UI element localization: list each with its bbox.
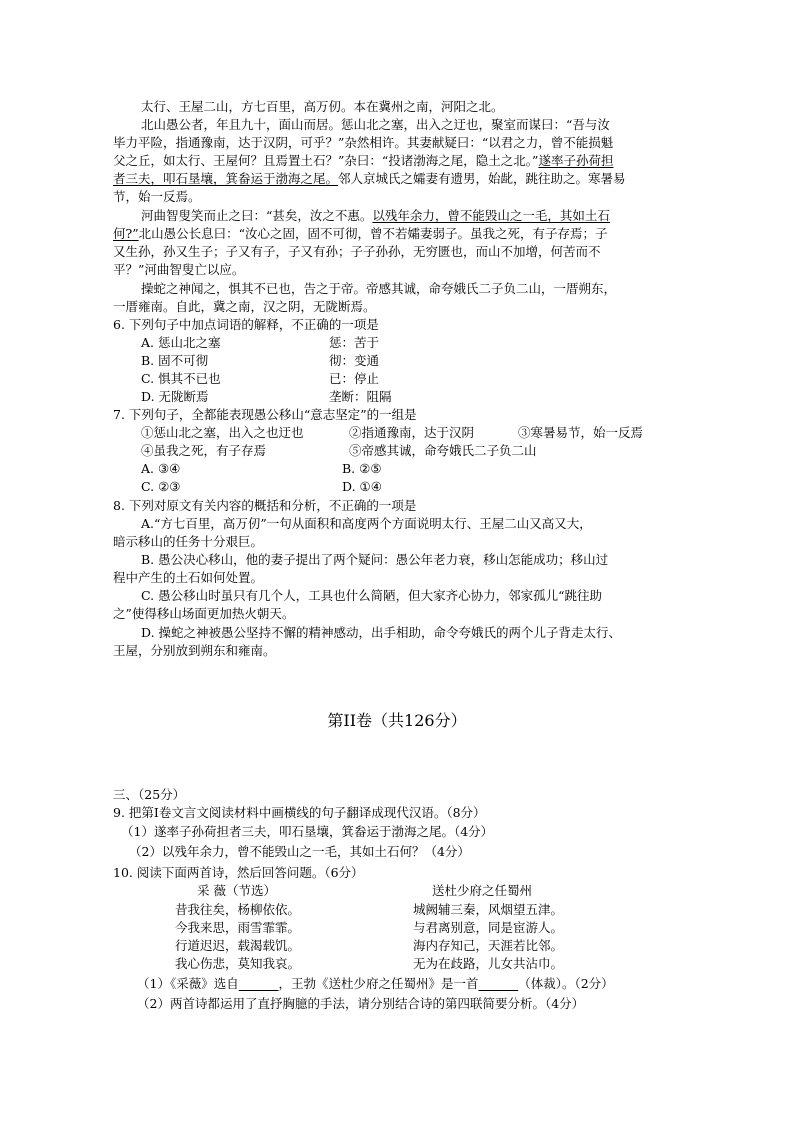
question-6-stem: 6. 下列句子中加点词语的解释，不正确的一项是 <box>113 317 379 332</box>
passage-line: 操蛇之神闻之，惧其不已也，告之于帝。帝感其诚，命夸娥氏二子负二山，一厝朔东， <box>141 281 617 296</box>
q8-option-d-cont: 王屋，分别放到朔东和雍南。 <box>113 643 276 658</box>
q8-option-b-cont: 程中产生的土石如何处置。 <box>113 570 264 585</box>
q7-item-2: ②指通豫南，达于汉阴 <box>349 425 475 440</box>
passage-line: 节，始一反焉。 <box>113 189 201 204</box>
q9-sub-2: （2）以残年余力，曾不能毁山之一毛，其如土石何？（4分） <box>129 844 470 859</box>
passage-line: 北山愚公者，年且九十，面山而居。惩山北之塞，出入之迂也，聚室而谋曰：“吾与汝 <box>141 117 610 132</box>
question-8-stem: 8. 下列对原文有关内容的概括和分析，不正确的一项是 <box>113 498 417 513</box>
q6-option-c-gloss: 已：停止 <box>329 371 380 386</box>
section-title: 第II卷（共126分） <box>327 711 467 730</box>
passage-line: 平？”河曲智叟亡以应。 <box>113 262 245 277</box>
answer-blank-2[interactable] <box>478 976 518 991</box>
passage-text: 邻人京城氏之孀妻有遗男，始龀，跳往助之。寒暑易 <box>338 171 626 186</box>
passage-text: 父之丘，如太行、王屋何？且焉置土石？”杂曰：“投诸渤海之尾，隐土之北。” <box>113 153 539 168</box>
q10-sub-1-text: ，王勃《送杜少府之任蜀州》是一首 <box>278 976 479 991</box>
q6-option-b: B. 固不可彻 <box>141 353 209 368</box>
underlined-sentence-2: 以残年余力，曾不能毁山之一毛，其如土石 <box>372 208 610 223</box>
q8-option-c: C. 愚公移山时虽只有几个人，工具也什么简陋，但大家齐心协力，邻家孤儿“跳往助 <box>141 588 602 603</box>
q6-option-b-gloss: 彻：变通 <box>329 353 380 368</box>
passage-paragraph-1: 太行、王屋二山，方七百里，高万仞。本在冀州之南，河阳之北。 <box>141 99 504 114</box>
passage-line <box>113 170 626 187</box>
question-9-stem: 9. 把第I卷文言文阅读材料中画横线的句子翻译成现代汉语。（8分） <box>113 805 486 820</box>
poem-2-line: 海内存知己，天涯若比邻。 <box>413 938 564 953</box>
q7-item-5: ⑤帝感其诚，命夸娥氏二子负二山 <box>349 443 537 458</box>
q8-option-b: B. 愚公决心移山，他的妻子提出了两个疑问：愚公年老力衰，移山怎能成功；移山过 <box>141 552 609 567</box>
passage-line <box>113 225 608 242</box>
q8-option-c-cont: 之”使得移山场面更加热火朝天。 <box>113 606 295 621</box>
q8-option-a-cont: 暗示移山的任务十分艰巨。 <box>113 534 264 549</box>
question-7-stem: 7. 下列句子，全都能表现愚公移山“意志坚定”的一组是 <box>113 407 417 422</box>
q7-option-b: B. ②⑤ <box>342 461 382 476</box>
passage-text: 北山愚公长息曰：“汝心之固，固不可彻，曾不若孀妻弱子。虽我之死，有子存焉；子 <box>138 226 608 241</box>
part-3-heading: 三、（25分） <box>113 787 186 802</box>
passage-line <box>113 152 613 169</box>
q8-option-a: A.“方七百里，高万仞”一句从面积和高度两个方面说明太行、王屋二山又高又大， <box>141 516 592 531</box>
poem-2-line: 城阙辅三秦，风烟望五津。 <box>413 902 564 917</box>
q7-item-3: ③寒暑易节，始一反焉 <box>518 425 644 440</box>
passage-line: 又生孙，孙又生子；子又有子，子又有孙；子子孙孙，无穷匮也，而山不加增，何苦而不 <box>113 244 601 259</box>
question-10-stem: 10. 阅读下面两首诗，然后回答问题。（6分） <box>113 865 364 880</box>
q6-option-d: D. 无陇断焉 <box>141 389 209 404</box>
poem-1-title: 采 薇（节选） <box>197 883 276 898</box>
underlined-sentence-1: 遂率子孙荷担 <box>538 153 614 168</box>
q10-sub-1 <box>137 975 614 992</box>
poem-1-line: 今我来思，雨雪霏霏。 <box>175 920 301 935</box>
q7-option-c: C. ②③ <box>141 479 181 494</box>
passage-line: 一厝雍南。自此，冀之南，汉之阴，无陇断焉。 <box>113 299 376 314</box>
q7-item-1: ①惩山北之塞，出入之也迂也 <box>141 425 304 440</box>
q9-sub-1: （1）遂率子孙荷担者三夫，叩石垦壤，箕畚运于渤海之尾。（4分） <box>121 824 494 839</box>
q10-sub-2: （2）两首诗都运用了直抒胸臆的手法，请分别结合诗的第四联简要分析。（4分） <box>137 996 585 1011</box>
passage-line <box>141 207 610 224</box>
poem-1-line: 昔我往矣，杨柳依依。 <box>175 902 301 917</box>
passage-line: 毕力平险，指通豫南，达于汉阴，可乎？”杂然相许。其妻献疑曰：“以君之力，曾不能损魁 <box>113 135 614 150</box>
poem-2-line: 与君离别意，同是宦游人。 <box>413 920 564 935</box>
q8-option-d: D. 操蛇之神被愚公坚持不懈的精神感动，出手相助，命令夸娥氏的两个儿子背走太行、 <box>141 625 622 640</box>
poem-1-line: 我心伤悲，莫知我哀。 <box>175 956 301 971</box>
q10-sub-1-text: （体裁）。（2分） <box>518 976 614 991</box>
answer-blank-1[interactable] <box>239 976 279 991</box>
q7-option-d: D. ①④ <box>342 479 382 494</box>
underlined-sentence-2-cont: 何?” <box>113 226 139 241</box>
q6-option-a: A. 惩山北之塞 <box>141 335 221 350</box>
poem-2-title: 送杜少府之任蜀州 <box>432 883 533 898</box>
underlined-sentence-1-cont: 者三夫，叩石垦壤，箕畚运于渤海之尾。 <box>113 171 339 186</box>
q10-sub-1-text: （1）《采薇》选自 <box>137 976 239 991</box>
poem-1-line: 行道迟迟，载渴载饥。 <box>175 938 301 953</box>
q6-option-d-gloss: 垄断：阻隔 <box>329 389 392 404</box>
passage-text: 河曲智叟笑而止之曰：“甚矣，汝之不惠。 <box>141 208 373 223</box>
q7-option-a: A. ③④ <box>141 461 181 476</box>
q7-item-4: ④虽我之死，有子存焉 <box>141 443 267 458</box>
q6-option-c: C. 惧其不已也 <box>141 371 221 386</box>
poem-2-line: 无为在歧路，儿女共沾巾。 <box>413 956 564 971</box>
q6-option-a-gloss: 惩：苦于 <box>329 335 380 350</box>
